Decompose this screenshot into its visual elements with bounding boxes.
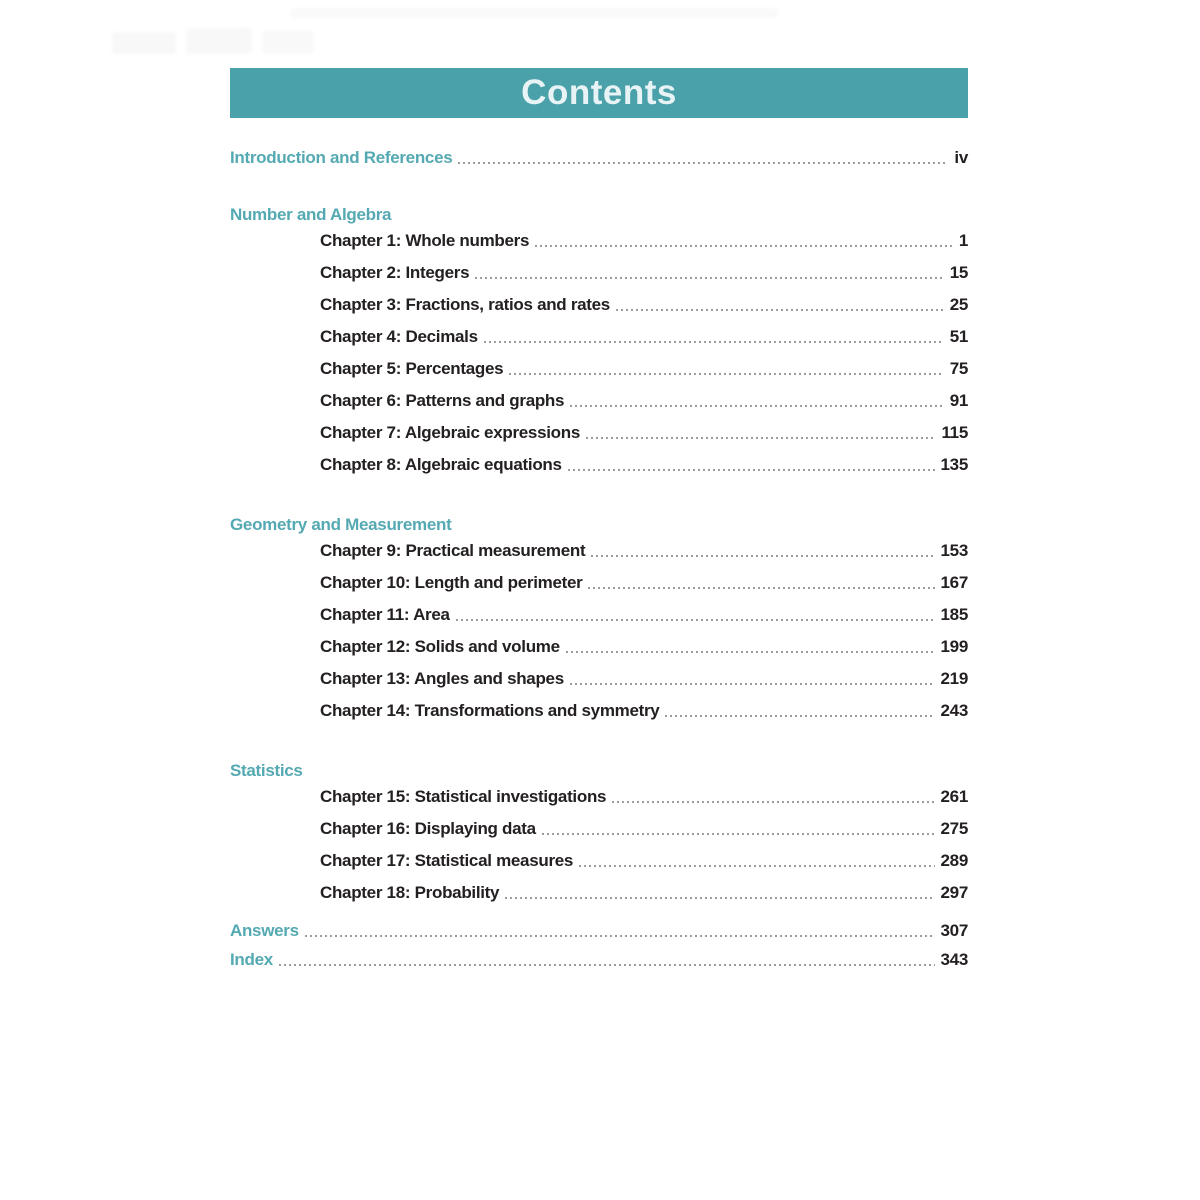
dot-leader — [665, 715, 934, 717]
dot-leader — [535, 245, 953, 247]
dot-leader — [456, 619, 935, 621]
toc-entry-label: Chapter 16: Displaying data — [320, 819, 536, 838]
toc-entry-chapter-2 — [230, 257, 968, 289]
toc-entry-page: 185 — [940, 605, 968, 624]
dot-leader — [305, 935, 935, 937]
dot-leader — [458, 162, 948, 164]
dot-leader — [570, 683, 935, 685]
toc-entry-page: 307 — [940, 921, 968, 940]
toc-entry-label: Chapter 2: Integers — [320, 263, 470, 282]
toc-entry-chapter-15 — [230, 781, 968, 813]
toc-entry-answers — [230, 918, 968, 944]
toc-entry-label: Chapter 13: Angles and shapes — [320, 669, 564, 688]
toc-section-statistics — [230, 761, 968, 909]
toc-entry-chapter-17 — [230, 845, 968, 877]
toc-entry-label: Chapter 18: Probability — [320, 883, 500, 902]
toc-entry-chapter-7 — [230, 417, 968, 449]
toc-entry-page: 275 — [940, 819, 968, 838]
toc-entry-page: 1 — [958, 231, 968, 250]
dot-leader — [570, 405, 944, 407]
dot-leader — [588, 587, 934, 589]
dot-leader — [568, 469, 935, 471]
toc-entry-page: 297 — [940, 883, 968, 902]
toc-entry-chapter-14 — [230, 695, 968, 727]
scan-artifact — [112, 32, 176, 54]
toc-entry-introduction — [230, 145, 968, 171]
toc-entry-page: 135 — [940, 455, 968, 474]
toc-entry-page: 115 — [941, 423, 968, 442]
toc-entry-page: 25 — [949, 295, 968, 314]
toc-entry-label: Chapter 3: Fractions, ratios and rates — [320, 295, 610, 314]
toc-entry-label: Chapter 9: Practical measurement — [320, 541, 586, 560]
dot-leader — [612, 801, 934, 803]
toc-entry-label: Chapter 10: Length and perimeter — [320, 573, 583, 592]
section-title: Statistics — [230, 761, 303, 780]
toc-entry-index — [230, 947, 968, 973]
toc-entry-label: Chapter 7: Algebraic expressions — [320, 423, 580, 442]
toc-entry-chapter-9 — [230, 535, 968, 567]
dot-leader — [475, 277, 943, 279]
toc-entry-label: Chapter 1: Whole numbers — [320, 231, 530, 250]
dot-leader — [509, 373, 943, 375]
dot-leader — [542, 833, 935, 835]
toc-entry-page: 343 — [940, 950, 968, 969]
dot-leader — [591, 555, 934, 557]
toc-entry-label: Chapter 11: Area — [320, 605, 450, 624]
contents-header-bar — [230, 68, 968, 118]
toc-entry-chapter-12 — [230, 631, 968, 663]
toc-entry-page: 243 — [940, 701, 968, 720]
toc-section-number-and-algebra — [230, 205, 968, 481]
toc-entry-chapter-8 — [230, 449, 968, 481]
toc-entry-page: 261 — [940, 787, 968, 806]
dot-leader — [566, 651, 935, 653]
toc-entry-chapter-4 — [230, 321, 968, 353]
toc-entry-page: 167 — [940, 573, 968, 592]
toc-entry-label: Chapter 5: Percentages — [320, 359, 504, 378]
toc-section-geometry-and-measurement — [230, 515, 968, 727]
toc-entry-chapter-18 — [230, 877, 968, 909]
toc-entry-page: 75 — [949, 359, 968, 378]
toc-entry-chapter-16 — [230, 813, 968, 845]
toc-entry-page: 51 — [949, 327, 968, 346]
toc-entry-label: Chapter 12: Solids and volume — [320, 637, 560, 656]
toc-entry-chapter-13 — [230, 663, 968, 695]
page-title: Contents — [521, 73, 677, 112]
toc-entry-page: 91 — [949, 391, 968, 410]
toc-entry-chapter-5 — [230, 353, 968, 385]
toc-entry-chapter-11 — [230, 599, 968, 631]
toc-entry-label: Introduction and References — [230, 148, 453, 167]
toc-entry-label: Answers — [230, 921, 299, 940]
toc-entry-label: Chapter 17: Statistical measures — [320, 851, 574, 870]
contents-column — [230, 0, 968, 973]
toc-entry-page: iv — [954, 148, 968, 167]
dot-leader — [505, 897, 934, 899]
toc-entry-page: 289 — [940, 851, 968, 870]
section-title: Geometry and Measurement — [230, 515, 452, 534]
toc-entry-label: Index — [230, 950, 273, 969]
dot-leader — [279, 964, 935, 966]
toc-entry-chapter-3 — [230, 289, 968, 321]
toc-entry-chapter-6 — [230, 385, 968, 417]
dot-leader — [484, 341, 944, 343]
toc-entry-page: 153 — [940, 541, 968, 560]
toc-entry-page: 15 — [949, 263, 968, 282]
toc-entry-label: Chapter 4: Decimals — [320, 327, 478, 346]
toc-entry-label: Chapter 14: Transformations and symmetry — [320, 701, 660, 720]
dot-leader — [616, 309, 944, 311]
toc-entry-page: 219 — [940, 669, 968, 688]
toc-entry-label: Chapter 8: Algebraic equations — [320, 455, 562, 474]
toc-entry-page: 199 — [940, 637, 968, 656]
toc-entry-label: Chapter 6: Patterns and graphs — [320, 391, 565, 410]
dot-leader — [586, 437, 935, 439]
toc-entry-chapter-1 — [230, 225, 968, 257]
toc-entry-label: Chapter 15: Statistical investigations — [320, 787, 607, 806]
toc-entry-chapter-10 — [230, 567, 968, 599]
dot-leader — [579, 865, 934, 867]
table-of-contents — [230, 145, 968, 973]
section-title: Number and Algebra — [230, 205, 392, 224]
